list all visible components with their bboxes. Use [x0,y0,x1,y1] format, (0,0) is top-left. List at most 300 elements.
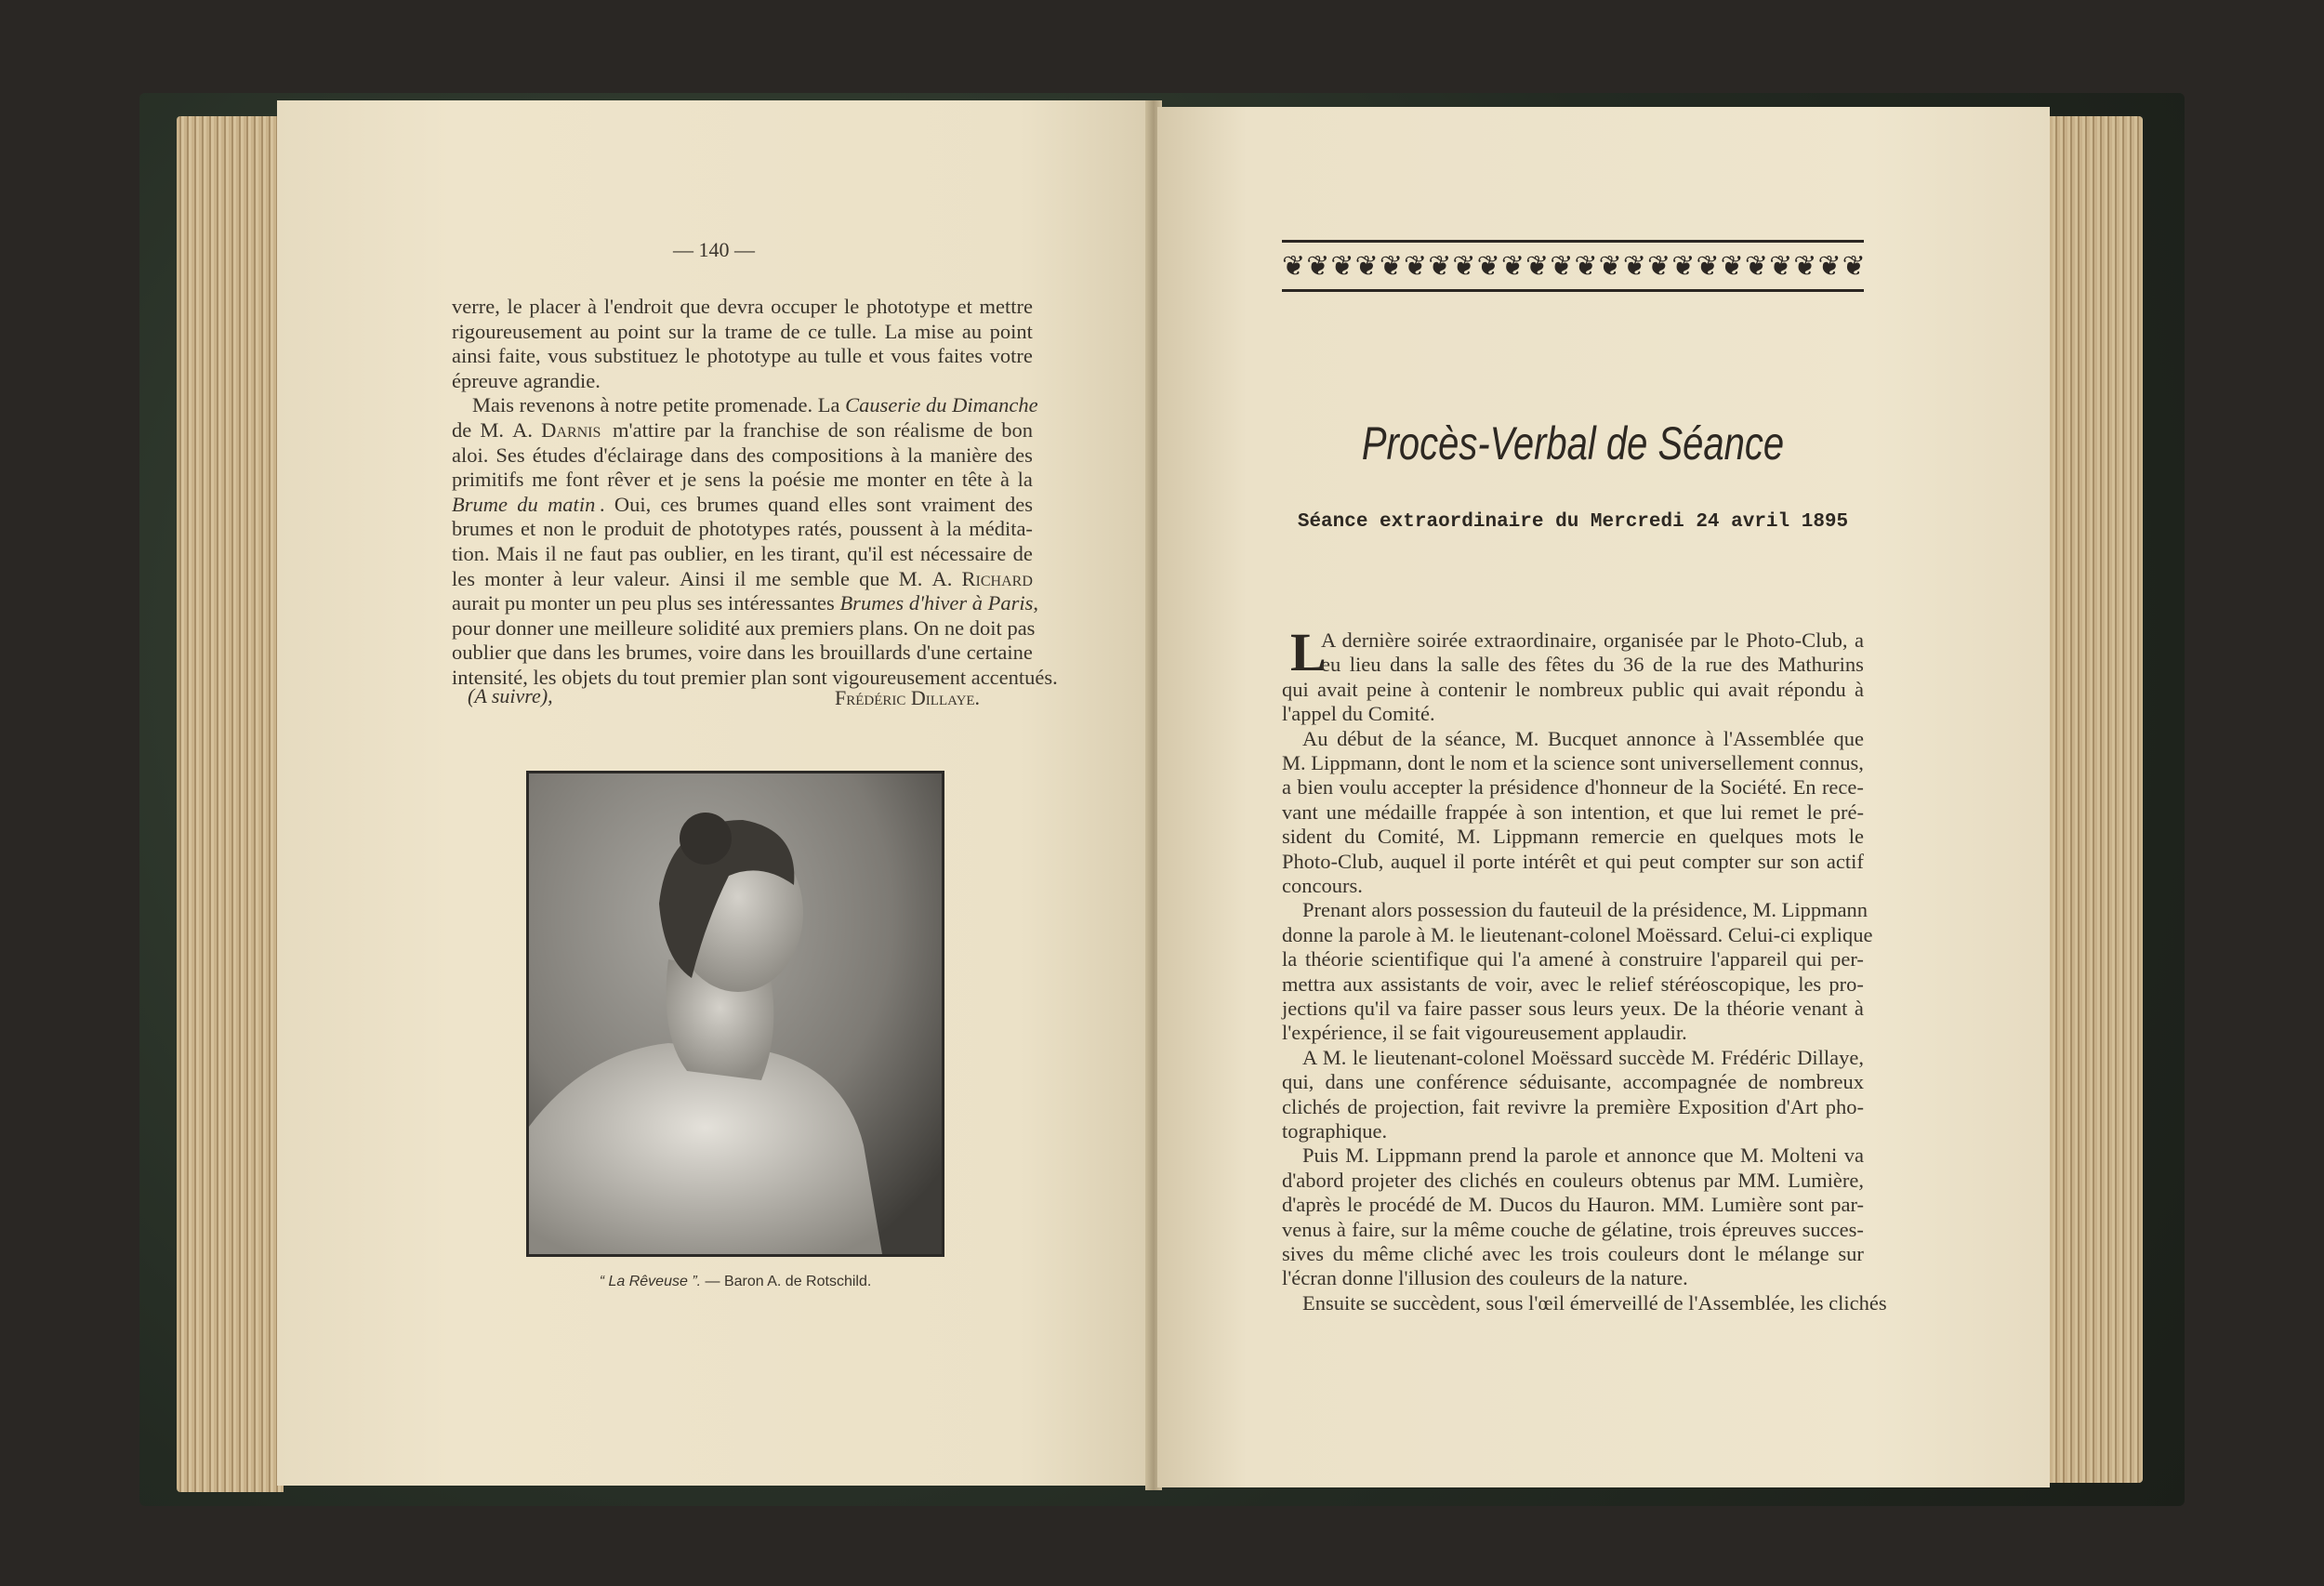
text-word: Comité, [1377,825,1450,849]
caption-title: “ La Rêveuse ”. [599,1274,702,1289]
fleuron-icon: ❦ [1330,250,1353,282]
text-word: me [532,468,563,492]
text-word: sur [667,319,700,343]
text-word: connus, [1799,751,1864,774]
text-word: valeur. [614,566,676,590]
text-word: remercie [1591,825,1670,849]
text-word: les [596,641,626,665]
text-word: possession [1417,898,1512,922]
text-word: la [1282,947,1302,971]
text-word: intention, [1570,800,1657,824]
text-word: M. [1691,1045,1721,1069]
text-word: tographique. [1282,1119,1388,1143]
text-word: de [1585,1266,1611,1290]
text-word: substituez [594,344,683,368]
text-line [1282,1217,1864,1242]
text-word: son [1790,849,1825,873]
text-word: succède [1618,1045,1691,1069]
text-word: concours. [1282,874,1363,897]
text-word: Molteni [1771,1143,1842,1168]
text-word: pas [628,542,663,565]
text-word: clichés [1282,1094,1346,1118]
text-word: à [1601,947,1617,971]
text-word: pro- [1829,971,1864,996]
text-word: Richard [961,566,1033,590]
text-word: la [1523,1143,1544,1168]
fleuron-icon: ❦ [1696,250,1718,282]
fleuron-icon: ❦ [1574,250,1596,282]
text-word: actif [1826,849,1864,873]
text-word: et [1582,849,1604,873]
drop-cap: L [1290,622,1327,682]
text-word: même [1363,1242,1419,1265]
text-word: d'abord [1282,1168,1350,1192]
text-word: en [1525,1168,1551,1192]
text-word: la [1433,1217,1454,1241]
text-word: faite, [498,344,547,368]
text-word [604,417,610,443]
text-line [1282,873,1864,898]
text-word: brumes [696,492,764,516]
text-word: dans [552,641,597,665]
text-word: lieutenant-colonel [1480,922,1637,946]
text-word: M. [1468,1193,1499,1217]
to-be-continued: (A suivre), [468,684,553,707]
text-word: brouillards [820,641,917,665]
text-word: le [1459,922,1481,946]
fleuron-icon: ❦ [1476,250,1499,282]
fleuron-icon: ❦ [1842,250,1864,282]
text-word: ce [808,319,832,343]
text-word: et [658,468,679,492]
text-word: les [1529,1242,1558,1265]
text-word: intéressantes [727,591,840,615]
text-word: voir, [1495,971,1538,996]
text-word: et [957,295,978,318]
text-word: peut [1639,849,1681,873]
text-line [452,566,1033,591]
text-word: et [1512,751,1534,774]
text-word: avait [1728,677,1775,701]
text-word: parole [1358,922,1417,946]
text-line [452,590,1038,615]
text-word: oublier, [664,542,733,565]
text-word: occuper [771,295,842,318]
text-word: de [1442,1193,1468,1217]
text-word: voire [698,641,746,665]
text-line [1321,628,1864,653]
right-page-edges [2045,116,2143,1483]
text-word: placer [529,295,586,318]
text-word: la [1698,775,1720,800]
text-word: Celui-ci [1727,922,1802,946]
text-word: M. [1322,1045,1352,1069]
fleuron-icon: ❦ [1598,250,1620,282]
text-word: M. [1457,825,1486,849]
text-word: que [1703,1143,1739,1168]
text-word: pas [1007,615,1036,640]
text-word: l'Assemblée [1723,726,1830,750]
text-word: qui [1604,849,1638,873]
text-word: matin [548,492,596,516]
text-word: l'appel [1282,702,1342,726]
text-word: Ducos [1499,1193,1558,1217]
text-word: à [1336,1217,1352,1241]
text-line [452,615,1036,641]
text-word: sur [1401,1217,1433,1241]
text-word: à [971,591,988,615]
fleuron-icon: ❦ [1404,250,1426,282]
author-signature: Frédéric Dillaye. [835,686,981,709]
text-word: aurait [452,591,505,615]
text-word: Brumes [839,591,909,615]
text-word: que [1833,726,1864,750]
text-word: par [1690,628,1723,652]
text-word: présidence, [1652,898,1753,922]
text-word: je [681,468,702,492]
text-word: aux [745,615,781,640]
text-word: le [1848,825,1864,849]
text-word: ainsi [452,344,497,368]
text-word: M. [1514,726,1544,750]
text-word: au [589,319,615,343]
text-word: Causerie [845,393,927,417]
text-word: faire, [1352,1217,1401,1241]
text-word: projection, [1374,1094,1471,1118]
text-word: dans [1325,1070,1369,1094]
text-word: Brume [452,492,513,516]
text-word: les [1800,1290,1829,1315]
text-word: annonce [1626,726,1702,750]
text-word: M. [1430,922,1460,946]
text-word: Au [1302,726,1334,750]
text-word: du [1344,825,1371,849]
text-word: nom [1470,751,1513,774]
text-word: Ses [495,443,531,467]
text-word: il [1453,849,1471,873]
text-word: Exposition [1678,1094,1775,1118]
text-word: il [545,542,562,565]
text-word: d'Art [1776,1094,1824,1118]
text-line [1282,1069,1864,1094]
text-word: à [930,517,945,541]
text-word: me [833,468,865,492]
text-word: de [1663,1290,1689,1315]
text-word: la [1573,1094,1594,1118]
text-word: Lippmann [1493,825,1585,849]
page-number: — 140 — [673,238,755,261]
text-word: amené [1538,947,1599,971]
text-word: sur [1838,1242,1864,1265]
text-word: la [1436,653,1458,677]
text-word: sident [1282,825,1338,849]
text-word: en [933,468,959,492]
fleuron-icon: ❦ [1428,250,1450,282]
text-word: monter [484,566,549,590]
text-word: la [1610,1266,1631,1290]
text-word: quand [768,492,825,516]
text-word: les [760,542,790,565]
text-word: pré- [1829,800,1864,824]
text-word: pour [452,615,495,640]
text-word: théorie [1726,997,1790,1020]
text-word: Darnis [541,418,601,442]
text-word: plus [656,591,697,615]
text-word: parole [1545,1143,1604,1168]
text-word: épreuve [452,368,523,392]
text-word: La [884,319,913,343]
text-word: de [1607,898,1632,922]
text-word: d'une [916,641,967,665]
fleuron-icon: ❦ [1550,250,1572,282]
text-word: sous [1486,1290,1529,1315]
text-word: intensité, [452,666,534,689]
text-word: les [533,666,562,689]
text-word: nombreux [1538,677,1630,701]
text-word: remet [1750,800,1804,824]
text-word: que [1682,800,1718,824]
text-word: aux [1342,971,1379,996]
text-word: le [1353,1045,1373,1069]
text-word: solidité [678,615,746,640]
text-word: sont [876,492,918,516]
text-word: revenons [519,393,601,417]
text-word: à [1854,677,1864,701]
text-word: M. [1345,1143,1375,1168]
text-word: sous [1528,997,1571,1020]
text-line [1302,1143,1864,1168]
text-word: des [736,443,770,467]
text-line [1282,774,1864,800]
text-word: donner [495,615,559,640]
fleuron-icon: ❦ [1354,250,1377,282]
text-word: le [1347,1193,1367,1217]
text-line [1282,946,1864,971]
text-word: des [1004,443,1033,467]
fleuron-icon: ❦ [1744,250,1766,282]
text-word: relief [1609,971,1659,996]
text-line [1282,1094,1864,1119]
text-word: leur [572,566,610,590]
text-word: ne [563,542,588,565]
text-word: faut [589,542,628,565]
text-word: vous [891,344,936,368]
text-word: l'écran [1282,1266,1342,1290]
text-word: dans [1390,653,1433,677]
text-word: dans [690,443,734,467]
text-word: tion. [452,542,495,565]
text-word: rêver [607,468,656,492]
text-word: accompagnée [1622,1070,1742,1094]
text-word: Prenant [1302,898,1372,922]
text-word: son [856,418,891,442]
text-word: font [565,468,605,492]
text-word: A [1321,628,1340,652]
text-word: oublier [452,641,517,665]
text-word: cliché [1422,1242,1479,1265]
text-word: de [1347,1094,1373,1118]
text-word: assistants [1380,971,1465,996]
text-word: la [1631,898,1653,922]
text-word: certaine [966,641,1033,665]
text-word: la [1468,775,1489,800]
text-word: d'après [1282,1193,1346,1217]
text-word: succes- [1802,1217,1864,1241]
text-word: de [1392,726,1418,750]
text-word: tout [642,666,681,689]
text-word: début [1337,726,1389,750]
text-line [472,392,1038,417]
text-line [1282,971,1864,997]
text-word: de [1467,971,1493,996]
text-word: brumes, [626,641,698,665]
fleuron-icon: ❦ [1379,250,1401,282]
text-word: de [1576,1217,1602,1241]
text-line [1282,824,1864,849]
text-word: que [680,295,716,318]
text-word: à [1416,922,1431,946]
text-word: de [671,517,697,541]
text-word: dont [1407,751,1450,774]
text-word: sives [1282,1242,1329,1265]
text-word: de [1748,1070,1774,1094]
text-word: Oui, [614,492,656,516]
text-word: lui [1720,800,1749,824]
text-word: qui [1282,677,1314,701]
text-word: Puis [1302,1143,1344,1168]
text-word: Hauron. [1587,1193,1661,1217]
text-word: du [926,393,953,417]
text-word: de [1673,775,1698,800]
text-word: Ainsi [680,566,731,590]
text-line [452,319,1033,344]
text-word: sont [1789,1193,1829,1217]
text-word: primitifs [452,468,530,492]
fleuron-icon: ❦ [1817,250,1840,282]
text-word: fait [1472,1094,1505,1118]
text-word: première [1596,1094,1676,1118]
left-page-edges [177,116,284,1492]
text-word: compositions [772,443,889,467]
text-word: épreuves [1722,1217,1802,1241]
text-line [452,492,1033,517]
text-line [452,443,1033,468]
text-line [452,417,1033,443]
text-word: vant [1282,800,1324,824]
text-word: le [1514,677,1536,701]
text-word: vigoureusement [1465,1021,1604,1045]
text-word: Mais [472,393,520,417]
text-word: clichés [1459,1168,1524,1192]
text-word: nécessaire [919,542,1011,565]
text-line [452,640,1033,665]
text-word: la [1681,653,1702,677]
text-word: tulle. [834,319,882,343]
text-word: non [543,517,580,541]
text-word: per- [1830,947,1864,971]
text-word: le [1723,628,1745,652]
text-word: l'appareil [1710,947,1793,971]
text-word: à [1515,800,1531,824]
caption-credit: — Baron A. de Rotschild. [701,1274,872,1289]
text-word: monter [866,468,931,492]
text-word: du [1592,653,1620,677]
text-word: semble [790,566,855,590]
text-word: M. [1282,751,1312,774]
text-word: le [684,344,706,368]
text-word: couche [1511,1217,1576,1241]
text-word: MM. [1661,1193,1710,1217]
text-word: les [452,566,481,590]
text-word: ratés, [797,517,848,541]
text-word: la [701,319,722,343]
text-word: M. [1739,1143,1770,1168]
text-word: avec [1482,1242,1526,1265]
text-word: doit [969,615,1008,640]
text-word: A. [931,566,958,590]
text-word: ces [660,492,693,516]
text-word: séduisante, [1519,1070,1618,1094]
text-word: sens [704,468,746,492]
text-line [452,467,1033,492]
text-word: fêtes [1544,653,1591,677]
text-word: Bucquet [1547,726,1623,750]
text-word: eu [1321,653,1346,677]
text-word: qu'il [1353,997,1396,1020]
text-word: verre, [452,295,506,318]
text-word: le [1734,1242,1755,1265]
text-word: bon [1001,418,1033,442]
text-word: vraiment [920,492,1001,516]
text-word: sont [792,666,833,689]
text-word: a [1282,775,1297,800]
text-word: répondu [1777,677,1852,701]
text-line [1282,1118,1864,1143]
text-word: émerveillé [1569,1290,1664,1315]
text-word: la [1533,751,1554,774]
text-line [1302,726,1864,751]
text-word: tête [961,468,997,492]
text-word: de [1653,653,1678,677]
text-word: stéréoscopique, [1660,971,1796,996]
text-word: mettra [1282,971,1341,996]
text-word: à [999,468,1015,492]
text-word: point [989,319,1033,343]
text-word: public [1631,677,1690,701]
text-word: qui [1693,677,1725,701]
text-word: contenir [1437,677,1512,701]
text-word: de [827,418,853,442]
text-word: accentués. [971,666,1058,689]
text-line [1302,1290,1887,1315]
text-word: Moëssard [1531,1045,1618,1069]
text-word: rigoureusement [452,319,588,343]
text-word: premier [680,666,751,689]
text-word: son [1533,800,1568,824]
text-word: et [1658,800,1680,824]
text-word: Lippmann, [1311,751,1408,774]
text-word: rue [1705,653,1737,677]
text-word: prend [1469,1143,1522,1168]
text-word: la [1420,726,1442,750]
text-word: point [617,319,667,343]
fleuron-icon: ❦ [1500,250,1523,282]
text-word: couleurs [1607,1242,1684,1265]
text-word: est [890,542,919,565]
portrait-photograph [526,771,944,1257]
text-word: plans. [859,615,914,640]
text-word: une [1326,800,1362,824]
